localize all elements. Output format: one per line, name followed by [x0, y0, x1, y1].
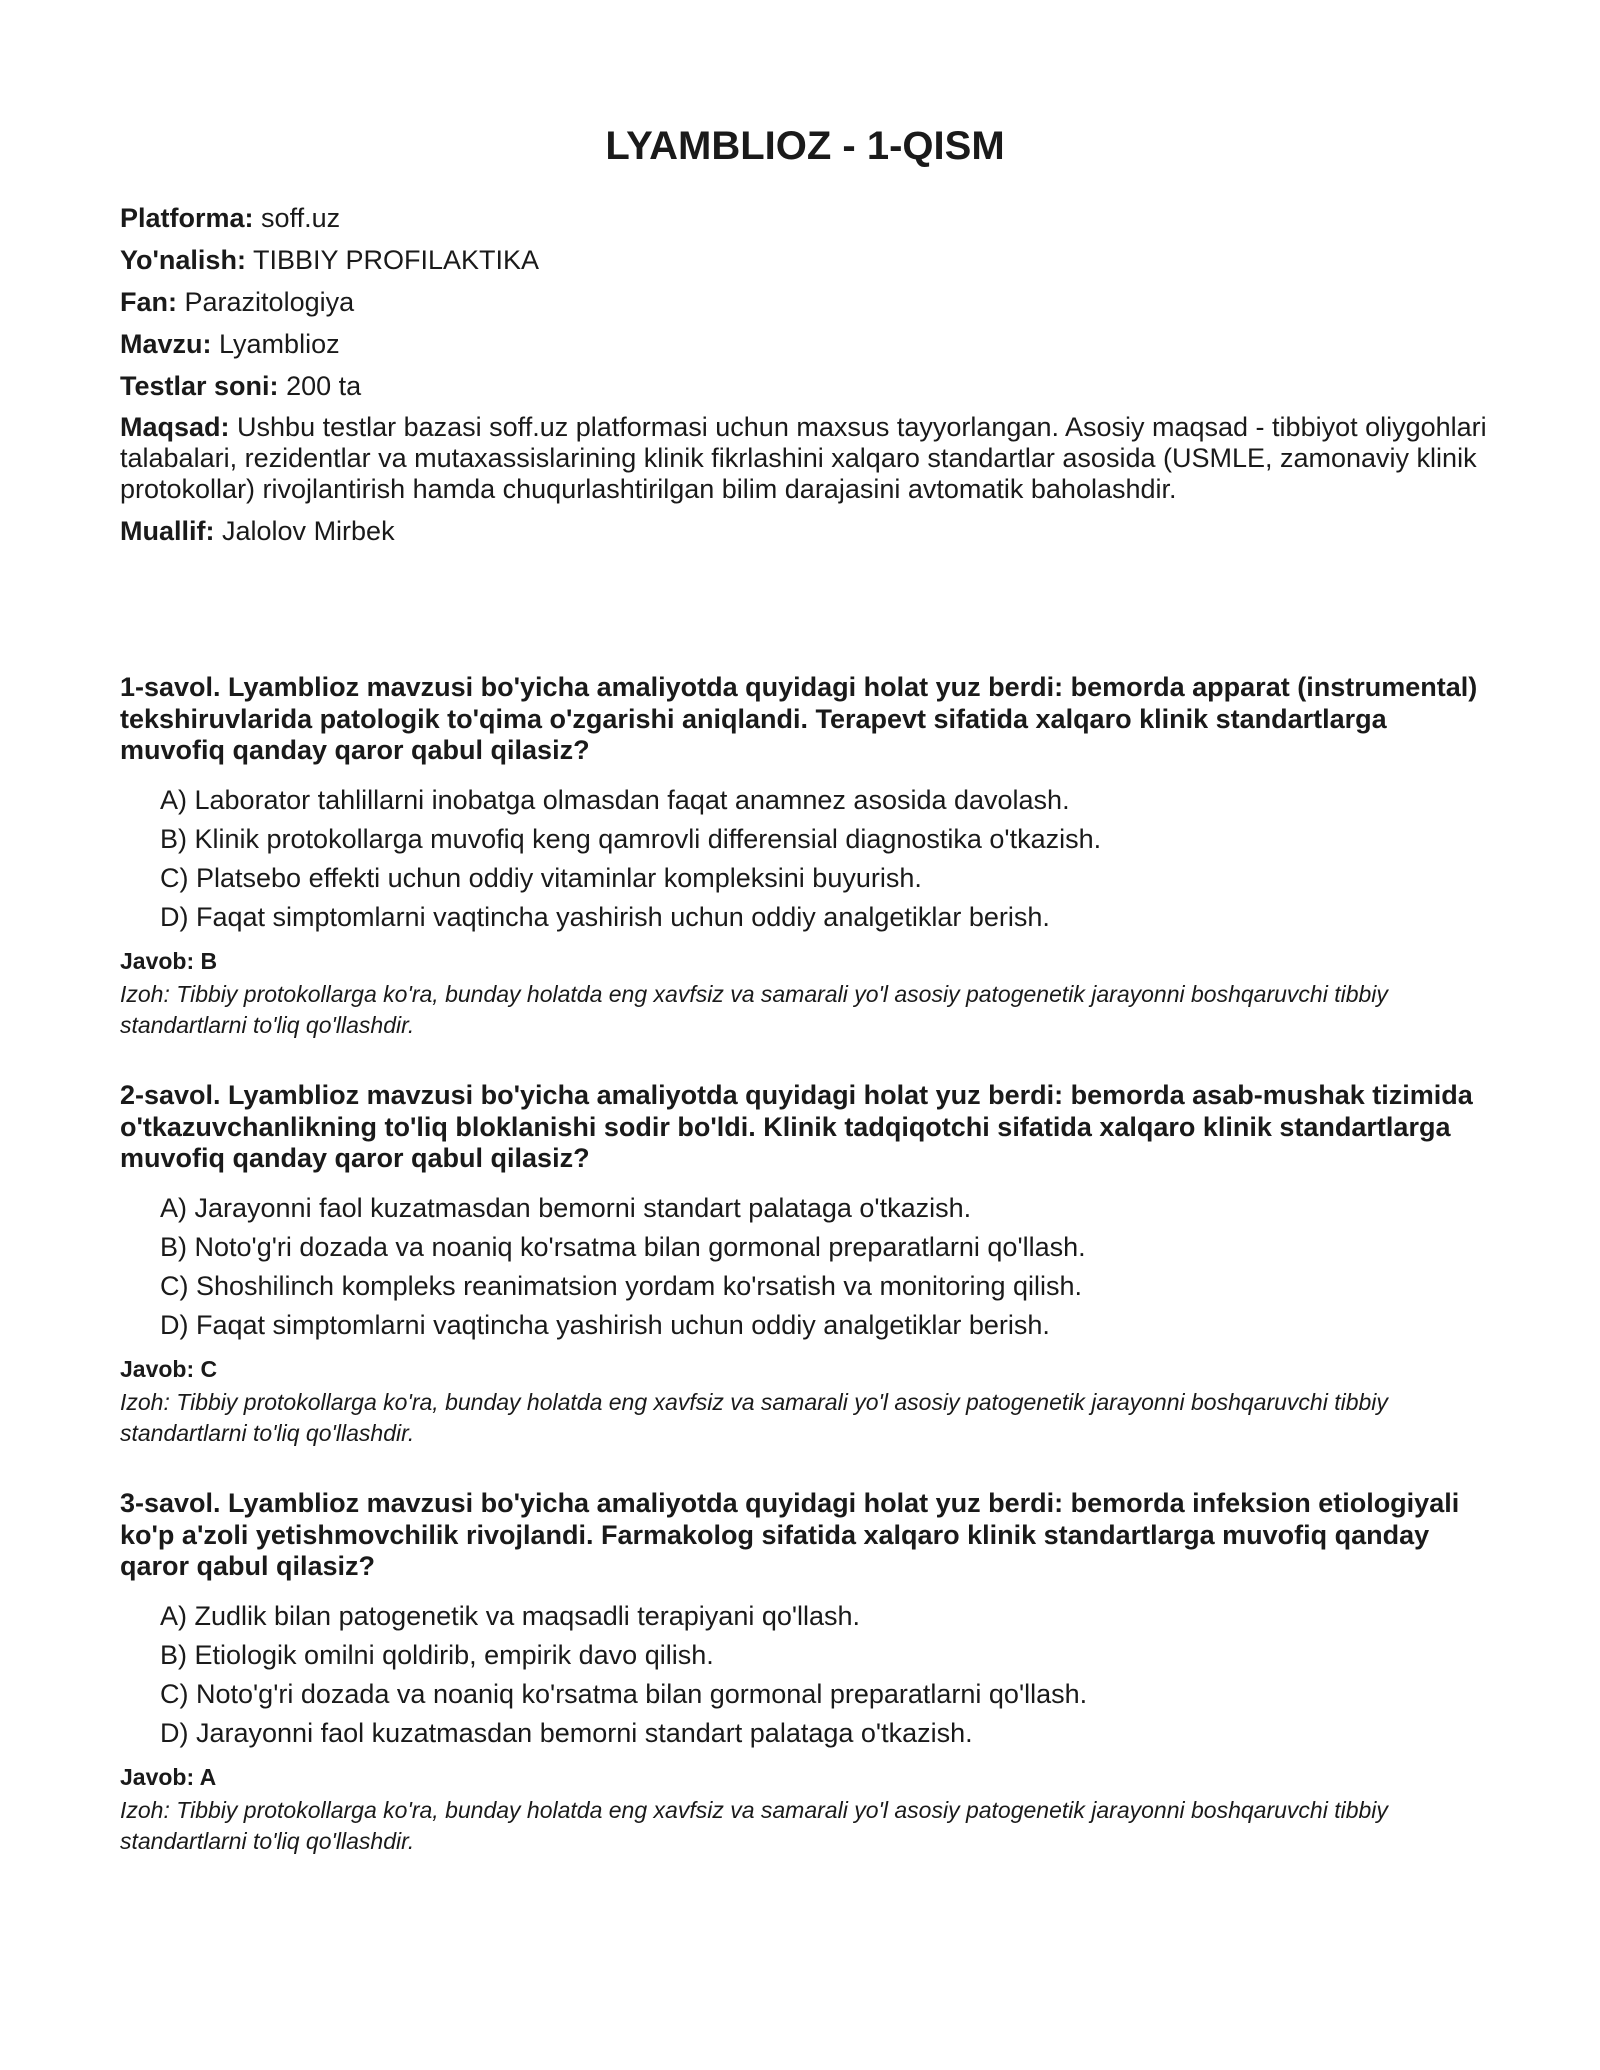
meta-platform-value: soff.uz — [261, 203, 341, 233]
question-text: 1-savol. Lyamblioz mavzusi bo'yicha amaliyotda quyidagi holat yuz berdi: bemorda apparat (instrumental) tekshiruvlarida patologik to'qima o'zgarishi aniqlandi. Terapevt sifatida xalqaro klinik standartlarga muvofiq qanday qaror qabul qilasiz? — [120, 672, 1478, 765]
option-c: C) Noto'g'ri dozada va noaniq ko'rsatma bilan gormonal preparatlarni qo'llash. — [160, 1678, 1088, 1709]
meta-goal-value: Ushbu testlar bazasi soff.uz platformasi uchun maxsus tayyorlangan. Asosiy maqsad - tibbiyot oliygohlari talabalari, rezidentlar va mutaxassislarining klinik fikrlashini xalqaro standartlar asosida (USMLE, zamonaviy klinik protokollar) rivojlantirish hamda chuqurlashtirilgan bilim darajasini avtomatik baholashdir. — [120, 412, 1487, 504]
meta-subject — [120, 286, 1490, 318]
question-text: 3-savol. Lyamblioz mavzusi bo'yicha amaliyotda quyidagi holat yuz berdi: bemorda infeksion etiologiyali ko'p a'zoli yetishmovchilik rivojlandi. Farmakolog sifatida xalqaro klinik standartlarga muvofiq qanday qaror qabul qilasiz? — [120, 1488, 1460, 1581]
meta-subject-label: Fan: — [120, 287, 177, 317]
option-a: A) Jarayonni faol kuzatmasdan bemorni standart palataga o'tkazish. — [160, 1192, 972, 1223]
option-b: B) Klinik protokollarga muvofiq keng qamrovli differensial diagnostika o'tkazish. — [160, 823, 1102, 854]
option-b: B) Etiologik omilni qoldirib, empirik davo qilish. — [160, 1639, 714, 1670]
meta-count — [120, 370, 1490, 402]
meta-platform — [120, 202, 1490, 234]
meta-author — [120, 515, 1490, 547]
meta-count-label: Testlar soni: — [120, 371, 279, 401]
meta-goal — [120, 412, 1490, 505]
question-text: 2-savol. Lyamblioz mavzusi bo'yicha amaliyotda quyidagi holat yuz berdi: bemorda asab-mushak tizimida o'tkazuvchanlikning to'liq bloklanishi sodir bo'ldi. Klinik tadqiqotchi sifatida xalqaro klinik standartlarga muvofiq qanday qaror qabul qilasiz? — [120, 1080, 1473, 1173]
question-1 — [120, 672, 1490, 1080]
meta-author-value: Jalolov Mirbek — [222, 516, 395, 546]
meta-direction — [120, 244, 1490, 276]
answer-label: Javob: B — [120, 947, 218, 974]
option-d: D) Jarayonni faol kuzatmasdan bemorni standart palataga o'tkazish. — [160, 1717, 973, 1748]
explanation-note: Izoh: Tibbiy protokollarga ko'ra, bunday holatda eng xavfsiz va samarali yo'l asosiy patogenetik jarayonni boshqaruvchi tibbiy standartlarni to'liq qo'llashdir. — [120, 1388, 1388, 1446]
meta-direction-label: Yo'nalish: — [120, 245, 246, 275]
option-a: A) Zudlik bilan patogenetik va maqsadli terapiyani qo'llash. — [160, 1600, 861, 1631]
meta-subject-value: Parazitologiya — [184, 287, 355, 317]
option-c: C) Shoshilinch kompleks reanimatsion yordam ko'rsatish va monitoring qilish. — [160, 1270, 1083, 1301]
meta-goal-label: Maqsad: — [120, 412, 230, 442]
question-3 — [120, 1488, 1490, 1896]
option-c: C) Platsebo effekti uchun oddiy vitaminlar kompleksini buyurish. — [160, 862, 922, 893]
answer-label: Javob: C — [120, 1355, 218, 1382]
page-title: LYAMBLIOZ - 1-QISM — [605, 124, 1005, 168]
explanation-note: Izoh: Tibbiy protokollarga ko'ra, bunday holatda eng xavfsiz va samarali yo'l asosiy patogenetik jarayonni boshqaruvchi tibbiy standartlarni to'liq qo'llashdir. — [120, 980, 1388, 1038]
meta-platform-label: Platforma: — [120, 203, 254, 233]
question-list — [120, 672, 1490, 1896]
meta-direction-value: TIBBIY PROFILAKTIKA — [252, 245, 540, 275]
meta-author-label: Muallif: — [120, 516, 215, 546]
question-2 — [120, 1080, 1490, 1488]
explanation-note: Izoh: Tibbiy protokollarga ko'ra, bunday holatda eng xavfsiz va samarali yo'l asosiy patogenetik jarayonni boshqaruvchi tibbiy standartlarni to'liq qo'llashdir. — [120, 1796, 1388, 1854]
meta-count-value: 200 ta — [286, 371, 362, 401]
option-d: D) Faqat simptomlarni vaqtincha yashirish uchun oddiy analgetiklar berish. — [160, 901, 1050, 932]
document-metadata — [120, 202, 1490, 557]
answer-label: Javob: A — [120, 1763, 217, 1790]
meta-topic-label: Mavzu: — [120, 329, 212, 359]
option-d: D) Faqat simptomlarni vaqtincha yashirish uchun oddiy analgetiklar berish. — [160, 1309, 1050, 1340]
meta-topic-value: Lyamblioz — [219, 329, 340, 359]
option-b: B) Noto'g'ri dozada va noaniq ko'rsatma bilan gormonal preparatlarni qo'llash. — [160, 1231, 1086, 1262]
meta-topic — [120, 328, 1490, 360]
option-a: A) Laborator tahlillarni inobatga olmasdan faqat anamnez asosida davolash. — [160, 784, 1070, 815]
